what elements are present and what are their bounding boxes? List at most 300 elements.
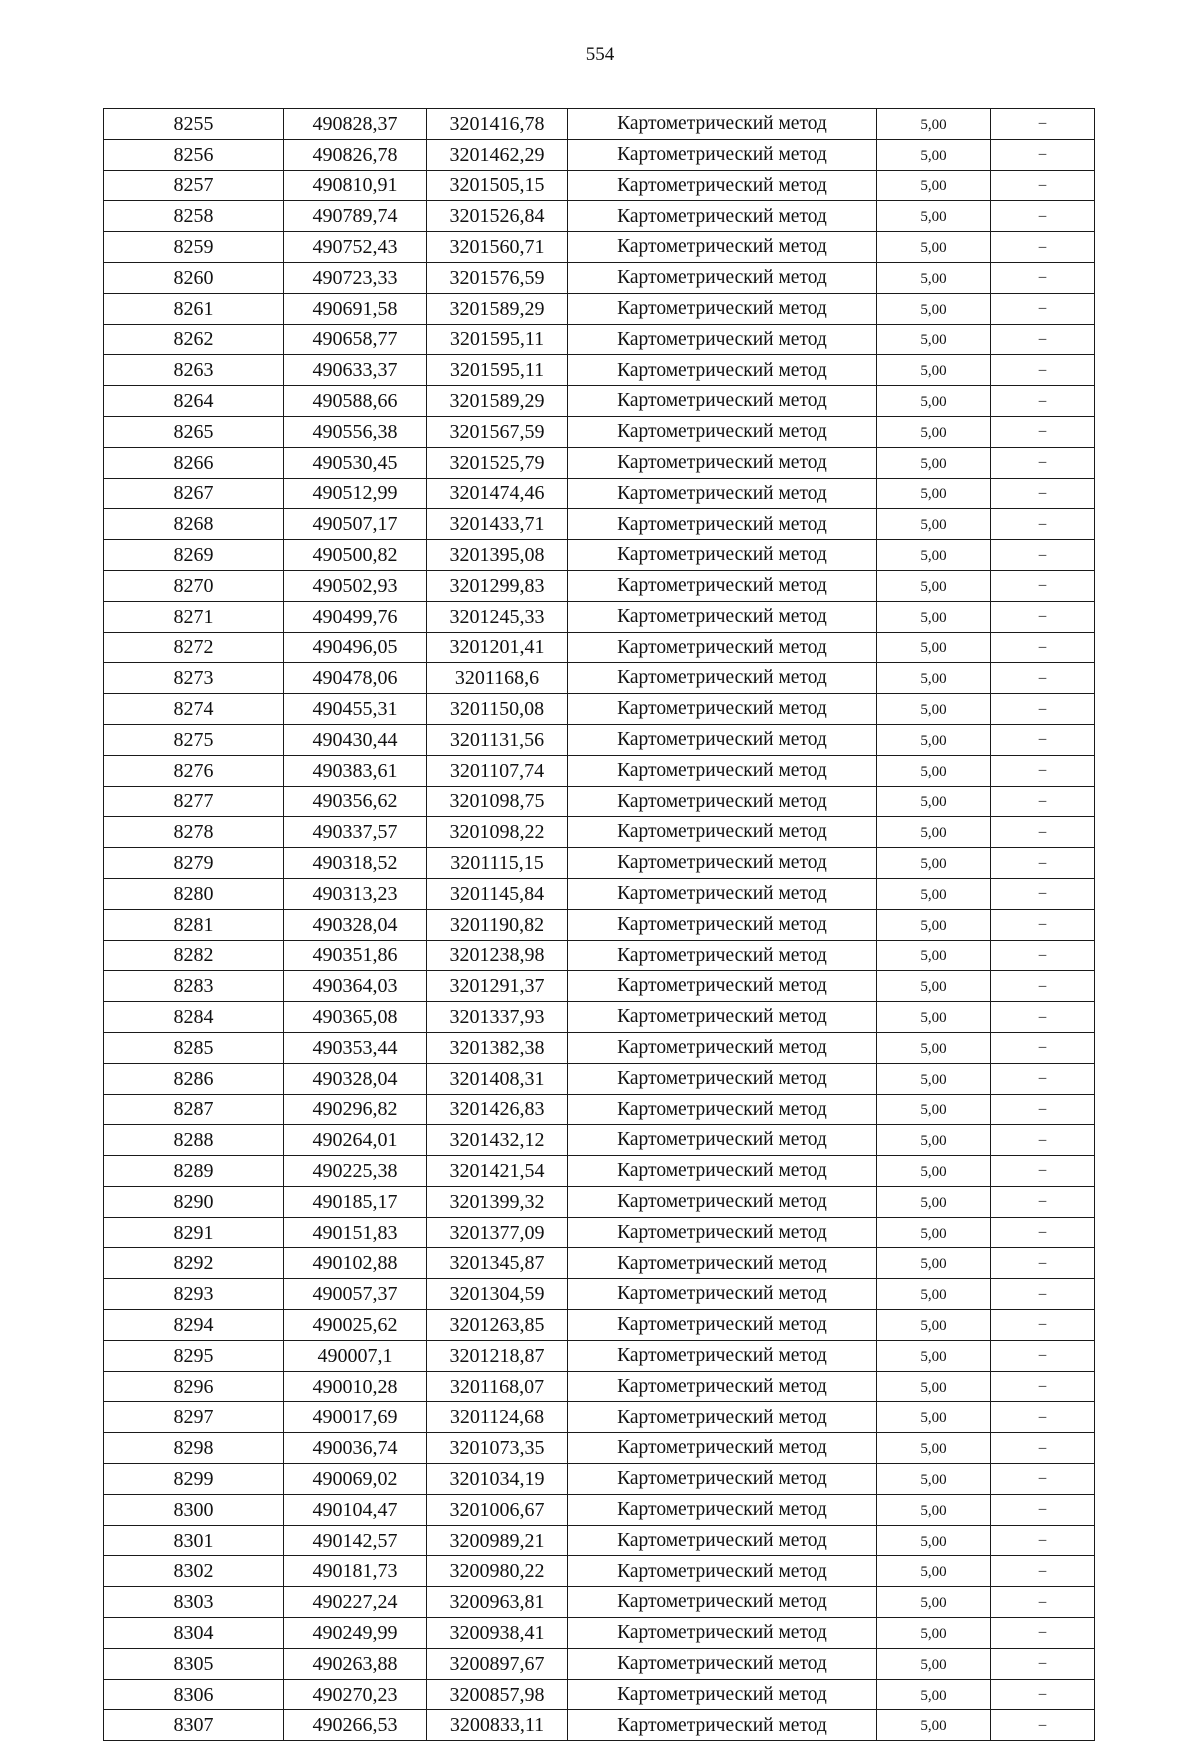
x-coordinate-cell: 490588,66	[284, 386, 427, 417]
description-cell: –	[991, 1340, 1095, 1371]
x-coordinate-cell: 490313,23	[284, 878, 427, 909]
x-coordinate-cell: 490102,88	[284, 1248, 427, 1279]
point-number-cell: 8300	[104, 1494, 284, 1525]
method-cell: Картометрический метод	[568, 1340, 877, 1371]
point-number-cell: 8265	[104, 416, 284, 447]
description-cell: –	[991, 355, 1095, 386]
description-cell: –	[991, 1217, 1095, 1248]
y-coordinate-cell: 3201245,33	[427, 601, 568, 632]
x-coordinate-cell: 490455,31	[284, 694, 427, 725]
x-coordinate-cell: 490318,52	[284, 848, 427, 879]
table-row	[104, 1063, 1095, 1094]
description-cell: –	[991, 1063, 1095, 1094]
description-cell: –	[991, 755, 1095, 786]
point-number-cell: 8268	[104, 509, 284, 540]
table-row	[104, 1587, 1095, 1618]
y-coordinate-cell: 3201098,22	[427, 817, 568, 848]
accuracy-cell: 5,00	[877, 1125, 991, 1156]
y-coordinate-cell: 3201168,07	[427, 1371, 568, 1402]
description-cell: –	[991, 817, 1095, 848]
point-number-cell: 8274	[104, 694, 284, 725]
method-cell: Картометрический метод	[568, 1248, 877, 1279]
method-cell: Картометрический метод	[568, 386, 877, 417]
method-cell: Картометрический метод	[568, 909, 877, 940]
x-coordinate-cell: 490356,62	[284, 786, 427, 817]
point-number-cell: 8263	[104, 355, 284, 386]
table-row	[104, 1494, 1095, 1525]
accuracy-cell: 5,00	[877, 232, 991, 263]
table-row	[104, 1402, 1095, 1433]
x-coordinate-cell: 490185,17	[284, 1186, 427, 1217]
method-cell: Картометрический метод	[568, 817, 877, 848]
method-cell: Картометрический метод	[568, 1094, 877, 1125]
method-cell: Картометрический метод	[568, 601, 877, 632]
table-row	[104, 1279, 1095, 1310]
point-number-cell: 8295	[104, 1340, 284, 1371]
accuracy-cell: 5,00	[877, 293, 991, 324]
description-cell: –	[991, 1310, 1095, 1341]
description-cell: –	[991, 570, 1095, 601]
method-cell: Картометрический метод	[568, 1371, 877, 1402]
method-cell: Картометрический метод	[568, 1402, 877, 1433]
accuracy-cell: 5,00	[877, 324, 991, 355]
table-row	[104, 293, 1095, 324]
y-coordinate-cell: 3201462,29	[427, 139, 568, 170]
x-coordinate-cell: 490810,91	[284, 170, 427, 201]
table-row	[104, 447, 1095, 478]
accuracy-cell: 5,00	[877, 170, 991, 201]
x-coordinate-cell: 490789,74	[284, 201, 427, 232]
x-coordinate-cell: 490328,04	[284, 909, 427, 940]
x-coordinate-cell: 490353,44	[284, 1032, 427, 1063]
method-cell: Картометрический метод	[568, 324, 877, 355]
y-coordinate-cell: 3201525,79	[427, 447, 568, 478]
method-cell: Картометрический метод	[568, 447, 877, 478]
description-cell: –	[991, 694, 1095, 725]
table-row	[104, 416, 1095, 447]
point-number-cell: 8262	[104, 324, 284, 355]
y-coordinate-cell: 3201299,83	[427, 570, 568, 601]
y-coordinate-cell: 3201589,29	[427, 386, 568, 417]
accuracy-cell: 5,00	[877, 848, 991, 879]
x-coordinate-cell: 490512,99	[284, 478, 427, 509]
description-cell: –	[991, 1125, 1095, 1156]
table-row	[104, 632, 1095, 663]
table-row	[104, 755, 1095, 786]
x-coordinate-cell: 490225,38	[284, 1156, 427, 1187]
x-coordinate-cell: 490249,99	[284, 1618, 427, 1649]
accuracy-cell: 5,00	[877, 971, 991, 1002]
table-row	[104, 1310, 1095, 1341]
y-coordinate-cell: 3201201,41	[427, 632, 568, 663]
accuracy-cell: 5,00	[877, 478, 991, 509]
x-coordinate-cell: 490478,06	[284, 663, 427, 694]
description-cell: –	[991, 1402, 1095, 1433]
point-number-cell: 8259	[104, 232, 284, 263]
description-cell: –	[991, 1248, 1095, 1279]
point-number-cell: 8275	[104, 724, 284, 755]
description-cell: –	[991, 1494, 1095, 1525]
x-coordinate-cell: 490227,24	[284, 1587, 427, 1618]
y-coordinate-cell: 3201395,08	[427, 540, 568, 571]
x-coordinate-cell: 490151,83	[284, 1217, 427, 1248]
table-row	[104, 540, 1095, 571]
method-cell: Картометрический метод	[568, 1618, 877, 1649]
description-cell: –	[991, 416, 1095, 447]
x-coordinate-cell: 490057,37	[284, 1279, 427, 1310]
y-coordinate-cell: 3201190,82	[427, 909, 568, 940]
y-coordinate-cell: 3201238,98	[427, 940, 568, 971]
y-coordinate-cell: 3201416,78	[427, 109, 568, 140]
description-cell: –	[991, 293, 1095, 324]
table-row	[104, 355, 1095, 386]
method-cell: Картометрический метод	[568, 139, 877, 170]
table-row	[104, 170, 1095, 201]
table-row	[104, 109, 1095, 140]
x-coordinate-cell: 490364,03	[284, 971, 427, 1002]
method-cell: Картометрический метод	[568, 293, 877, 324]
method-cell: Картометрический метод	[568, 1032, 877, 1063]
point-number-cell: 8261	[104, 293, 284, 324]
description-cell: –	[991, 601, 1095, 632]
y-coordinate-cell: 3201337,93	[427, 1002, 568, 1033]
x-coordinate-cell: 490507,17	[284, 509, 427, 540]
description-cell: –	[991, 632, 1095, 663]
table-row	[104, 940, 1095, 971]
point-number-cell: 8305	[104, 1648, 284, 1679]
y-coordinate-cell: 3201408,31	[427, 1063, 568, 1094]
table-row	[104, 1340, 1095, 1371]
table-row	[104, 1556, 1095, 1587]
x-coordinate-cell: 490828,37	[284, 109, 427, 140]
x-coordinate-cell: 490296,82	[284, 1094, 427, 1125]
description-cell: –	[991, 447, 1095, 478]
description-cell: –	[991, 971, 1095, 1002]
y-coordinate-cell: 3201145,84	[427, 878, 568, 909]
method-cell: Картометрический метод	[568, 940, 877, 971]
point-number-cell: 8269	[104, 540, 284, 571]
method-cell: Картометрический метод	[568, 663, 877, 694]
description-cell: –	[991, 139, 1095, 170]
method-cell: Картометрический метод	[568, 971, 877, 1002]
accuracy-cell: 5,00	[877, 1525, 991, 1556]
point-number-cell: 8292	[104, 1248, 284, 1279]
description-cell: –	[991, 170, 1095, 201]
x-coordinate-cell: 490500,82	[284, 540, 427, 571]
point-number-cell: 8257	[104, 170, 284, 201]
point-number-cell: 8289	[104, 1156, 284, 1187]
x-coordinate-cell: 490502,93	[284, 570, 427, 601]
x-coordinate-cell: 490691,58	[284, 293, 427, 324]
table-row	[104, 971, 1095, 1002]
description-cell: –	[991, 324, 1095, 355]
point-number-cell: 8287	[104, 1094, 284, 1125]
y-coordinate-cell: 3200897,67	[427, 1648, 568, 1679]
accuracy-cell: 5,00	[877, 447, 991, 478]
description-cell: –	[991, 1433, 1095, 1464]
table-row	[104, 232, 1095, 263]
y-coordinate-cell: 3201006,67	[427, 1494, 568, 1525]
method-cell: Картометрический метод	[568, 1310, 877, 1341]
table-row	[104, 509, 1095, 540]
y-coordinate-cell: 3201131,56	[427, 724, 568, 755]
method-cell: Картометрический метод	[568, 355, 877, 386]
y-coordinate-cell: 3201304,59	[427, 1279, 568, 1310]
accuracy-cell: 5,00	[877, 878, 991, 909]
x-coordinate-cell: 490383,61	[284, 755, 427, 786]
accuracy-cell: 5,00	[877, 940, 991, 971]
table-row	[104, 724, 1095, 755]
accuracy-cell: 5,00	[877, 570, 991, 601]
point-number-cell: 8306	[104, 1679, 284, 1710]
accuracy-cell: 5,00	[877, 1279, 991, 1310]
y-coordinate-cell: 3201107,74	[427, 755, 568, 786]
point-number-cell: 8296	[104, 1371, 284, 1402]
description-cell: –	[991, 1648, 1095, 1679]
x-coordinate-cell: 490036,74	[284, 1433, 427, 1464]
x-coordinate-cell: 490499,76	[284, 601, 427, 632]
accuracy-cell: 5,00	[877, 1556, 991, 1587]
accuracy-cell: 5,00	[877, 1217, 991, 1248]
y-coordinate-cell: 3200938,41	[427, 1618, 568, 1649]
accuracy-cell: 5,00	[877, 1587, 991, 1618]
method-cell: Картометрический метод	[568, 1002, 877, 1033]
point-number-cell: 8278	[104, 817, 284, 848]
y-coordinate-cell: 3201567,59	[427, 416, 568, 447]
table-row	[104, 1002, 1095, 1033]
table-row	[104, 694, 1095, 725]
x-coordinate-cell: 490328,04	[284, 1063, 427, 1094]
description-cell: –	[991, 1556, 1095, 1587]
method-cell: Картометрический метод	[568, 724, 877, 755]
accuracy-cell: 5,00	[877, 1464, 991, 1495]
table-row	[104, 570, 1095, 601]
page-number: 554	[585, 44, 615, 65]
point-number-cell: 8264	[104, 386, 284, 417]
accuracy-cell: 5,00	[877, 663, 991, 694]
table-row	[104, 817, 1095, 848]
y-coordinate-cell: 3201345,87	[427, 1248, 568, 1279]
accuracy-cell: 5,00	[877, 909, 991, 940]
accuracy-cell: 5,00	[877, 1494, 991, 1525]
accuracy-cell: 5,00	[877, 355, 991, 386]
accuracy-cell: 5,00	[877, 1679, 991, 1710]
coordinates-table-body	[104, 109, 1095, 1741]
accuracy-cell: 5,00	[877, 1156, 991, 1187]
method-cell: Картометрический метод	[568, 1494, 877, 1525]
accuracy-cell: 5,00	[877, 817, 991, 848]
table-row	[104, 1217, 1095, 1248]
accuracy-cell: 5,00	[877, 262, 991, 293]
point-number-cell: 8255	[104, 109, 284, 140]
y-coordinate-cell: 3201474,46	[427, 478, 568, 509]
table-row	[104, 878, 1095, 909]
accuracy-cell: 5,00	[877, 509, 991, 540]
point-number-cell: 8266	[104, 447, 284, 478]
point-number-cell: 8293	[104, 1279, 284, 1310]
description-cell: –	[991, 1525, 1095, 1556]
method-cell: Картометрический метод	[568, 878, 877, 909]
description-cell: –	[991, 232, 1095, 263]
point-number-cell: 8303	[104, 1587, 284, 1618]
y-coordinate-cell: 3201263,85	[427, 1310, 568, 1341]
x-coordinate-cell: 490010,28	[284, 1371, 427, 1402]
x-coordinate-cell: 490270,23	[284, 1679, 427, 1710]
method-cell: Картометрический метод	[568, 1587, 877, 1618]
table-row	[104, 601, 1095, 632]
table-row	[104, 1710, 1095, 1741]
accuracy-cell: 5,00	[877, 786, 991, 817]
accuracy-cell: 5,00	[877, 694, 991, 725]
y-coordinate-cell: 3201399,32	[427, 1186, 568, 1217]
method-cell: Картометрический метод	[568, 1279, 877, 1310]
description-cell: –	[991, 878, 1095, 909]
description-cell: –	[991, 509, 1095, 540]
accuracy-cell: 5,00	[877, 1618, 991, 1649]
y-coordinate-cell: 3200963,81	[427, 1587, 568, 1618]
method-cell: Картометрический метод	[568, 1063, 877, 1094]
method-cell: Картометрический метод	[568, 1648, 877, 1679]
accuracy-cell: 5,00	[877, 109, 991, 140]
point-number-cell: 8298	[104, 1433, 284, 1464]
accuracy-cell: 5,00	[877, 201, 991, 232]
y-coordinate-cell: 3200833,11	[427, 1710, 568, 1741]
description-cell: –	[991, 478, 1095, 509]
accuracy-cell: 5,00	[877, 601, 991, 632]
y-coordinate-cell: 3201291,37	[427, 971, 568, 1002]
y-coordinate-cell: 3200857,98	[427, 1679, 568, 1710]
y-coordinate-cell: 3201560,71	[427, 232, 568, 263]
method-cell: Картометрический метод	[568, 1679, 877, 1710]
x-coordinate-cell: 490017,69	[284, 1402, 427, 1433]
table-row	[104, 1156, 1095, 1187]
method-cell: Картометрический метод	[568, 109, 877, 140]
table-row	[104, 1648, 1095, 1679]
method-cell: Картометрический метод	[568, 1186, 877, 1217]
x-coordinate-cell: 490556,38	[284, 416, 427, 447]
y-coordinate-cell: 3201115,15	[427, 848, 568, 879]
accuracy-cell: 5,00	[877, 1032, 991, 1063]
table-row	[104, 139, 1095, 170]
point-number-cell: 8290	[104, 1186, 284, 1217]
y-coordinate-cell: 3201124,68	[427, 1402, 568, 1433]
y-coordinate-cell: 3201382,38	[427, 1032, 568, 1063]
description-cell: –	[991, 1279, 1095, 1310]
description-cell: –	[991, 940, 1095, 971]
y-coordinate-cell: 3201576,59	[427, 262, 568, 293]
table-row	[104, 201, 1095, 232]
y-coordinate-cell: 3201426,83	[427, 1094, 568, 1125]
coordinates-table	[103, 108, 1095, 1741]
x-coordinate-cell: 490723,33	[284, 262, 427, 293]
point-number-cell: 8267	[104, 478, 284, 509]
description-cell: –	[991, 109, 1095, 140]
point-number-cell: 8288	[104, 1125, 284, 1156]
x-coordinate-cell: 490365,08	[284, 1002, 427, 1033]
point-number-cell: 8279	[104, 848, 284, 879]
accuracy-cell: 5,00	[877, 1310, 991, 1341]
description-cell: –	[991, 1464, 1095, 1495]
y-coordinate-cell: 3201073,35	[427, 1433, 568, 1464]
point-number-cell: 8302	[104, 1556, 284, 1587]
description-cell: –	[991, 1371, 1095, 1402]
description-cell: –	[991, 1587, 1095, 1618]
x-coordinate-cell: 490104,47	[284, 1494, 427, 1525]
table-row	[104, 1618, 1095, 1649]
x-coordinate-cell: 490351,86	[284, 940, 427, 971]
method-cell: Картометрический метод	[568, 694, 877, 725]
point-number-cell: 8281	[104, 909, 284, 940]
table-row	[104, 324, 1095, 355]
method-cell: Картометрический метод	[568, 1156, 877, 1187]
table-row	[104, 386, 1095, 417]
description-cell: –	[991, 1032, 1095, 1063]
description-cell: –	[991, 262, 1095, 293]
y-coordinate-cell: 3201595,11	[427, 355, 568, 386]
description-cell: –	[991, 201, 1095, 232]
point-number-cell: 8286	[104, 1063, 284, 1094]
point-number-cell: 8301	[104, 1525, 284, 1556]
point-number-cell: 8307	[104, 1710, 284, 1741]
description-cell: –	[991, 1679, 1095, 1710]
accuracy-cell: 5,00	[877, 724, 991, 755]
x-coordinate-cell: 490530,45	[284, 447, 427, 478]
method-cell: Картометрический метод	[568, 786, 877, 817]
accuracy-cell: 5,00	[877, 540, 991, 571]
y-coordinate-cell: 3201218,87	[427, 1340, 568, 1371]
accuracy-cell: 5,00	[877, 1094, 991, 1125]
point-number-cell: 8304	[104, 1618, 284, 1649]
y-coordinate-cell: 3200980,22	[427, 1556, 568, 1587]
x-coordinate-cell: 490025,62	[284, 1310, 427, 1341]
description-cell: –	[991, 1002, 1095, 1033]
table-row	[104, 1464, 1095, 1495]
accuracy-cell: 5,00	[877, 1402, 991, 1433]
accuracy-cell: 5,00	[877, 1433, 991, 1464]
method-cell: Картометрический метод	[568, 478, 877, 509]
x-coordinate-cell: 490266,53	[284, 1710, 427, 1741]
point-number-cell: 8297	[104, 1402, 284, 1433]
method-cell: Картометрический метод	[568, 1556, 877, 1587]
table-row	[104, 1186, 1095, 1217]
y-coordinate-cell: 3201421,54	[427, 1156, 568, 1187]
table-row	[104, 1525, 1095, 1556]
description-cell: –	[991, 386, 1095, 417]
accuracy-cell: 5,00	[877, 1002, 991, 1033]
method-cell: Картометрический метод	[568, 509, 877, 540]
x-coordinate-cell: 490633,37	[284, 355, 427, 386]
method-cell: Картометрический метод	[568, 416, 877, 447]
method-cell: Картометрический метод	[568, 232, 877, 263]
accuracy-cell: 5,00	[877, 1648, 991, 1679]
y-coordinate-cell: 3201168,6	[427, 663, 568, 694]
y-coordinate-cell: 3201034,19	[427, 1464, 568, 1495]
method-cell: Картометрический метод	[568, 262, 877, 293]
accuracy-cell: 5,00	[877, 1371, 991, 1402]
description-cell: –	[991, 1710, 1095, 1741]
y-coordinate-cell: 3201377,09	[427, 1217, 568, 1248]
accuracy-cell: 5,00	[877, 1248, 991, 1279]
method-cell: Картометрический метод	[568, 1433, 877, 1464]
description-cell: –	[991, 1618, 1095, 1649]
table-row	[104, 1032, 1095, 1063]
method-cell: Картометрический метод	[568, 1710, 877, 1741]
point-number-cell: 8294	[104, 1310, 284, 1341]
point-number-cell: 8272	[104, 632, 284, 663]
method-cell: Картометрический метод	[568, 1525, 877, 1556]
table-row	[104, 848, 1095, 879]
accuracy-cell: 5,00	[877, 386, 991, 417]
